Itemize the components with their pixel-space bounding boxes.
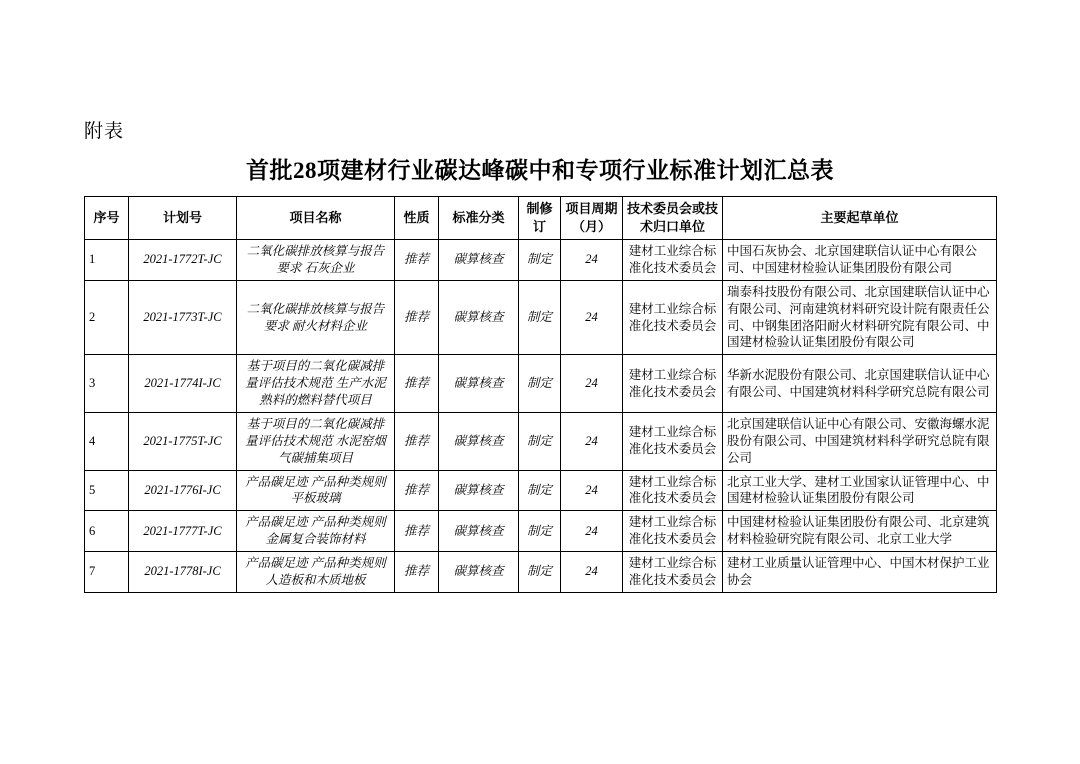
cell-index: 3 bbox=[85, 355, 129, 413]
table-row bbox=[85, 552, 997, 593]
cell-nature: 推荐 bbox=[395, 280, 439, 355]
header-committee-line1: 技术委员会或技 bbox=[626, 201, 718, 217]
cell-period: 24 bbox=[561, 280, 623, 355]
cell-index: 1 bbox=[85, 240, 129, 281]
table-row bbox=[85, 470, 997, 511]
cell-drafter: 建材工业质量认证管理中心、中国木材保护工业协会 bbox=[723, 552, 997, 593]
cell-plan-no: 2021-1777T-JC bbox=[129, 511, 237, 552]
cell-standard-class: 碳算核查 bbox=[439, 355, 519, 413]
cell-plan-no: 2021-1778I-JC bbox=[129, 552, 237, 593]
cell-drafter: 瑞泰科技股份有限公司、北京国建联信认证中心有限公司、河南建筑材料研究设计院有限责任公司、中钢集团洛阳耐火材料研究院有限公司、中国建材检验认证集团股份有限公司 bbox=[723, 280, 997, 355]
cell-standard-class: 碳算核查 bbox=[439, 280, 519, 355]
cell-drafter: 北京国建联信认证中心有限公司、安徽海螺水泥股份有限公司、中国建筑材料科学研究总院有限公司 bbox=[723, 412, 997, 470]
table-row bbox=[85, 511, 997, 552]
cell-period: 24 bbox=[561, 412, 623, 470]
cell-committee: 建材工业综合标准化技术委员会 bbox=[623, 511, 723, 552]
standards-plan-table bbox=[84, 196, 997, 593]
cell-standard-class: 碳算核查 bbox=[439, 511, 519, 552]
header-drafter: 主要起草单位 bbox=[723, 197, 997, 240]
cell-revise: 制定 bbox=[519, 280, 561, 355]
cell-index: 6 bbox=[85, 511, 129, 552]
header-period bbox=[561, 197, 623, 240]
cell-standard-class: 碳算核查 bbox=[439, 240, 519, 281]
cell-standard-class: 碳算核查 bbox=[439, 552, 519, 593]
header-revise-line1: 制修订 bbox=[526, 201, 553, 234]
cell-revise: 制定 bbox=[519, 470, 561, 511]
cell-project-name: 产品碳足迹 产品种类规则 人造板和木质地板 bbox=[237, 552, 395, 593]
cell-standard-class: 碳算核查 bbox=[439, 470, 519, 511]
header-project-name: 项目名称 bbox=[237, 197, 395, 240]
cell-drafter: 中国建材检验认证集团股份有限公司、北京建筑材料检验研究院有限公司、北京工业大学 bbox=[723, 511, 997, 552]
table-row bbox=[85, 412, 997, 470]
table-row bbox=[85, 355, 997, 413]
cell-project-name: 产品碳足迹 产品种类规则 平板玻璃 bbox=[237, 470, 395, 511]
header-committee bbox=[623, 197, 723, 240]
cell-period: 24 bbox=[561, 240, 623, 281]
header-period-line1: 项目周期 bbox=[565, 201, 618, 217]
cell-committee: 建材工业综合标准化技术委员会 bbox=[623, 552, 723, 593]
cell-period: 24 bbox=[561, 511, 623, 552]
cell-revise: 制定 bbox=[519, 552, 561, 593]
cell-committee: 建材工业综合标准化技术委员会 bbox=[623, 280, 723, 355]
page-title: 首批28项建材行业碳达峰碳中和专项行业标准计划汇总表 bbox=[246, 158, 834, 183]
cell-project-name: 二氧化碳排放核算与报告要求 石灰企业 bbox=[237, 240, 395, 281]
cell-plan-no: 2021-1773T-JC bbox=[129, 280, 237, 355]
table-header-row bbox=[85, 197, 997, 240]
cell-standard-class: 碳算核查 bbox=[439, 412, 519, 470]
cell-nature: 推荐 bbox=[395, 552, 439, 593]
cell-committee: 建材工业综合标准化技术委员会 bbox=[623, 470, 723, 511]
header-standard-class: 标准分类 bbox=[439, 197, 519, 240]
table-row bbox=[85, 240, 997, 281]
cell-revise: 制定 bbox=[519, 511, 561, 552]
cell-committee: 建材工业综合标准化技术委员会 bbox=[623, 240, 723, 281]
cell-period: 24 bbox=[561, 355, 623, 413]
cell-plan-no: 2021-1775T-JC bbox=[129, 412, 237, 470]
cell-index: 5 bbox=[85, 470, 129, 511]
cell-drafter: 华新水泥股份有限公司、北京国建联信认证中心有限公司、中国建筑材料科学研究总院有限公司 bbox=[723, 355, 997, 413]
cell-plan-no: 2021-1774I-JC bbox=[129, 355, 237, 413]
attachment-label: 附表 bbox=[84, 121, 125, 142]
cell-nature: 推荐 bbox=[395, 470, 439, 511]
cell-revise: 制定 bbox=[519, 240, 561, 281]
cell-plan-no: 2021-1776I-JC bbox=[129, 470, 237, 511]
cell-index: 2 bbox=[85, 280, 129, 355]
cell-revise: 制定 bbox=[519, 412, 561, 470]
cell-nature: 推荐 bbox=[395, 355, 439, 413]
cell-project-name: 基于项目的二氧化碳减排量评估技术规范 生产水泥熟料的燃料替代项目 bbox=[237, 355, 395, 413]
table-body bbox=[85, 240, 997, 593]
cell-committee: 建材工业综合标准化技术委员会 bbox=[623, 412, 723, 470]
cell-committee: 建材工业综合标准化技术委员会 bbox=[623, 355, 723, 413]
cell-revise: 制定 bbox=[519, 355, 561, 413]
cell-project-name: 基于项目的二氧化碳减排量评估技术规范 水泥窑烟气碳捕集项目 bbox=[237, 412, 395, 470]
cell-nature: 推荐 bbox=[395, 412, 439, 470]
cell-drafter: 中国石灰协会、北京国建联信认证中心有限公司、中国建材检验认证集团股份有限公司 bbox=[723, 240, 997, 281]
cell-drafter: 北京工业大学、建材工业国家认证管理中心、中国建材检验认证集团股份有限公司 bbox=[723, 470, 997, 511]
cell-period: 24 bbox=[561, 470, 623, 511]
header-committee-line2: 术归口单位 bbox=[639, 219, 705, 234]
header-nature: 性质 bbox=[395, 197, 439, 240]
table-row bbox=[85, 280, 997, 355]
cell-index: 7 bbox=[85, 552, 129, 593]
header-period-line2: （月） bbox=[571, 219, 611, 234]
cell-nature: 推荐 bbox=[395, 240, 439, 281]
header-index: 序号 bbox=[85, 197, 129, 240]
cell-nature: 推荐 bbox=[395, 511, 439, 552]
cell-project-name: 产品碳足迹 产品种类规则 金属复合装饰材料 bbox=[237, 511, 395, 552]
header-revise bbox=[519, 197, 561, 240]
header-plan-no: 计划号 bbox=[129, 197, 237, 240]
cell-index: 4 bbox=[85, 412, 129, 470]
cell-plan-no: 2021-1772T-JC bbox=[129, 240, 237, 281]
cell-period: 24 bbox=[561, 552, 623, 593]
cell-project-name: 二氧化碳排放核算与报告要求 耐火材料企业 bbox=[237, 280, 395, 355]
